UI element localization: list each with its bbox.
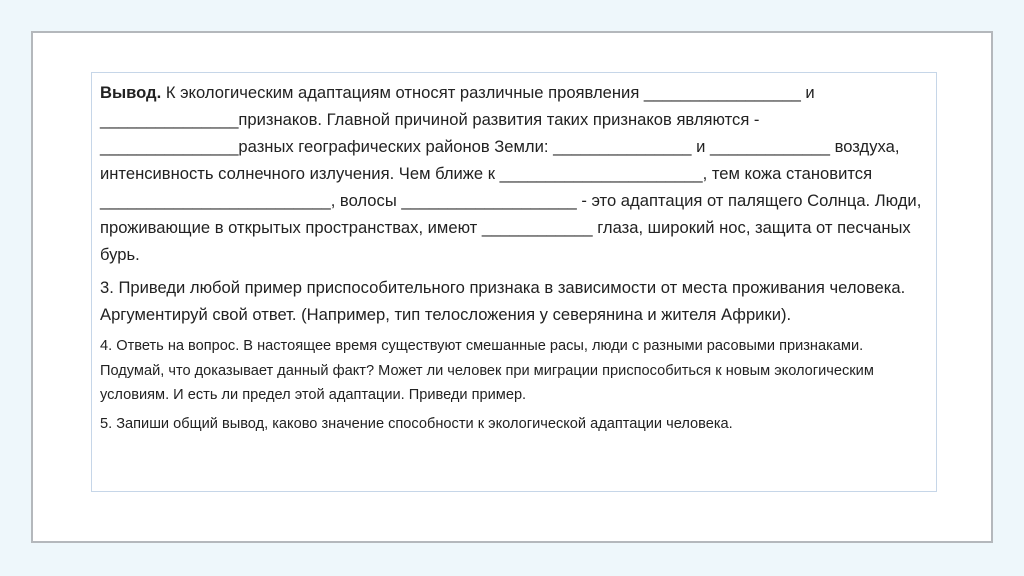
slide-page <box>31 31 993 543</box>
conclusion-label: Вывод. <box>100 83 162 102</box>
task-3: 3. Приведи любой пример приспособительного признака в зависимости от места проживания человека. Аргументируй свой ответ. (Например, тип телосложения у северянина и жителя Африки). <box>100 278 906 324</box>
conclusion-paragraph <box>100 79 928 268</box>
task-5: 5. Запиши общий вывод, каково значение способности к экологической адаптации человека. <box>100 415 733 432</box>
task-4: 4. Ответь на вопрос. В настоящее время существуют смешанные расы, люди с разными расовыми признаками. Подумай, что доказывает данный факт? Может ли человек при миграции приспособиться к новым экологическим условиям. И есть ли предел этой адаптации. Приведи пример. <box>100 338 874 403</box>
conclusion-text: К экологическим адаптациям относят различные проявления _________________ и _______________признаков. Главной причиной развития таких признаков являются - _______________разных географических районов Земли: _______________ и _____________ воздуха, интенсивность солнечного излучения. Чем ближе к ______________________, тем кожа становится _________________________, волосы ___________________ - это адаптация от палящего Солнца. Люди, проживающие в открытых пространствах, имеют ____________ глаза, широкий нос, защита от песчаных бурь. <box>100 83 922 264</box>
worksheet-text-box <box>91 72 937 492</box>
